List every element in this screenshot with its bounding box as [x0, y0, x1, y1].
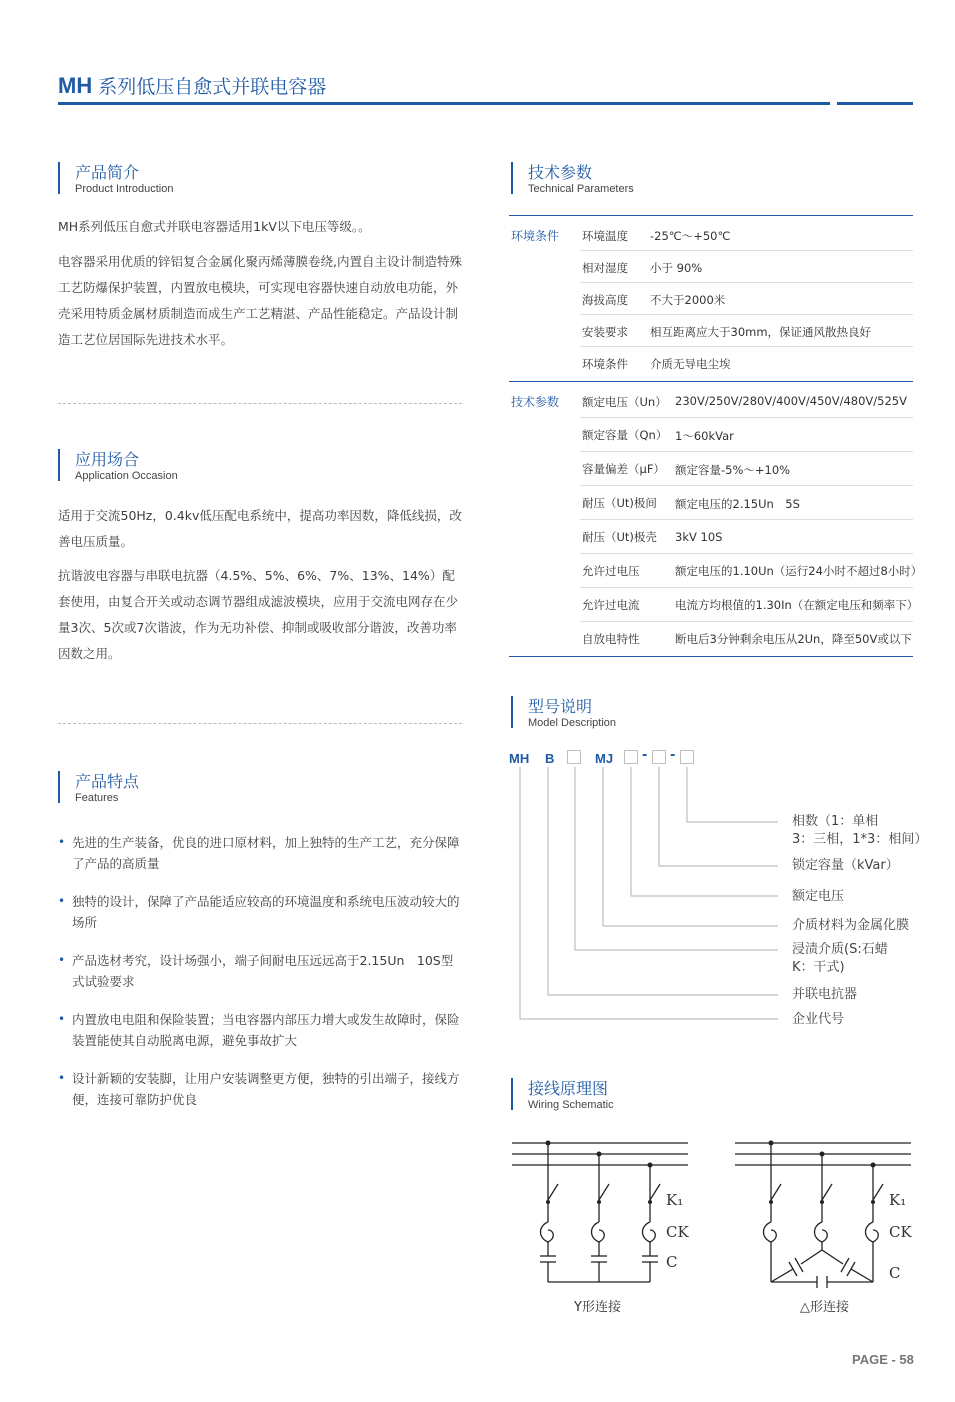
model-code-b: B	[545, 751, 555, 766]
param-value: 额定电压的2.15Un 5S	[675, 497, 800, 511]
env-value: 介质无导电尘埃	[650, 357, 731, 371]
param-value: 1～60kVar	[675, 429, 734, 443]
caption-delta-connection: △形连接	[800, 1300, 849, 1315]
model-dash: -	[670, 748, 676, 763]
env-key: 环境条件	[582, 357, 628, 371]
label-k1: K₁	[889, 1191, 907, 1209]
header-rule	[58, 102, 830, 105]
param-value: 额定电压的1.10Un（运行24小时不超过8小时）	[675, 564, 923, 578]
model-leader-lines	[500, 765, 800, 1025]
env-key: 安装要求	[582, 325, 628, 339]
page-title: MH 系列低压自愈式并联电容器	[58, 73, 327, 98]
model-label-reactor: 并联电抗器	[792, 987, 858, 1002]
param-key: 允许过电压	[582, 564, 640, 578]
env-key: 相对湿度	[582, 261, 628, 275]
param-key: 额定电压（Un）	[582, 395, 667, 409]
model-slot-box	[680, 750, 694, 764]
category-env: 环境条件	[511, 229, 560, 243]
page-number: PAGE - 58	[852, 1352, 914, 1367]
env-value: 小于 90%	[650, 261, 703, 275]
param-key: 容量偏差（μF）	[582, 462, 665, 476]
intro-paragraph-1: MH系列低压自愈式并联电容器适用1kV以下电压等级。。	[58, 219, 371, 234]
table-top-rule	[509, 215, 913, 216]
model-code-mh: MH	[509, 751, 530, 766]
delta-connection-diagram	[733, 1138, 913, 1293]
y-connection-diagram	[510, 1138, 690, 1293]
application-paragraph-2: 抗谐波电容器与串联电抗器（4.5%、5%、6%、7%、13%、14%）配套使用，由复合开关或动态调节器组成滤波模块，应用于交流电网存在少量3次、5次或7次谐波，作为无功补偿、抑制或吸收部分谐波，改善功率因数之用。	[58, 568, 459, 661]
caption-y-connection: Y形连接	[574, 1300, 621, 1315]
model-label-capacity: 锁定容量（kVar）	[792, 858, 899, 873]
model-label-voltage: 额定电压	[792, 889, 845, 904]
label-ck: CK	[889, 1223, 912, 1241]
param-key: 允许过电流	[582, 598, 640, 612]
label-c: C	[889, 1264, 901, 1282]
param-key: 耐压（Ut)极壳	[582, 530, 657, 544]
label-k1: K₁	[666, 1191, 684, 1209]
env-value: 不大于2000米	[650, 293, 726, 307]
env-key: 海拔高度	[582, 293, 628, 307]
header-rule-short	[837, 102, 913, 105]
param-value: 电流方均根值的1.30In（在额定电压和频率下）	[675, 598, 919, 612]
intro-paragraph-2: 电容器采用优质的锌铝复合金属化聚丙烯薄膜卷绕,内置自主设计制造特殊工艺防爆保护装置，内置放电模块，可实现电容器快速自动放电功能，外壳采用特质金属材质制造而成生产工艺精湛、产品性能稳定。产品设计制造工艺位居国际先进技术水平。	[58, 254, 462, 347]
model-slot-box	[652, 750, 666, 764]
env-key: 环境温度	[582, 229, 628, 243]
table-mid-rule	[509, 381, 913, 382]
model-dash: -	[642, 748, 648, 763]
divider	[58, 403, 462, 404]
model-slot-box	[567, 750, 581, 764]
model-label-impregnant: 浸渍介质(S:石蜡 K：干式)	[792, 942, 888, 975]
env-value: -25℃～+50℃	[650, 229, 731, 243]
label-c: C	[666, 1253, 678, 1271]
param-key: 自放电特性	[582, 632, 640, 646]
param-value: 额定容量-5%～+10%	[675, 463, 791, 477]
param-key: 耐压（Ut)极间	[582, 496, 657, 510]
label-ck: CK	[666, 1223, 689, 1241]
model-slot-box	[624, 750, 638, 764]
model-label-dielectric: 介质材料为金属化膜	[792, 918, 910, 933]
param-value: 断电后3分钟剩余电压从2Un，降至50V或以下	[675, 632, 912, 646]
model-label-phase: 相数（1：单相 3：三相，1*3：相间）	[792, 814, 928, 847]
application-paragraph-1: 适用于交流50Hz，0.4kv低压配电系统中，提高功率因数，降低线损，改善电压质量。	[58, 508, 462, 549]
table-bottom-rule	[509, 656, 913, 657]
param-key: 额定容量（Qn）	[582, 428, 668, 442]
param-value: 3kV 10S	[675, 530, 723, 544]
env-value: 相互距离应大于30mm，保证通风散热良好	[650, 325, 872, 339]
divider	[58, 723, 462, 724]
param-value: 230V/250V/280V/400V/450V/480V/525V	[675, 394, 907, 408]
model-code-mj: MJ	[595, 751, 614, 766]
model-label-company: 企业代号	[792, 1012, 845, 1027]
category-params: 技术参数	[511, 395, 560, 409]
